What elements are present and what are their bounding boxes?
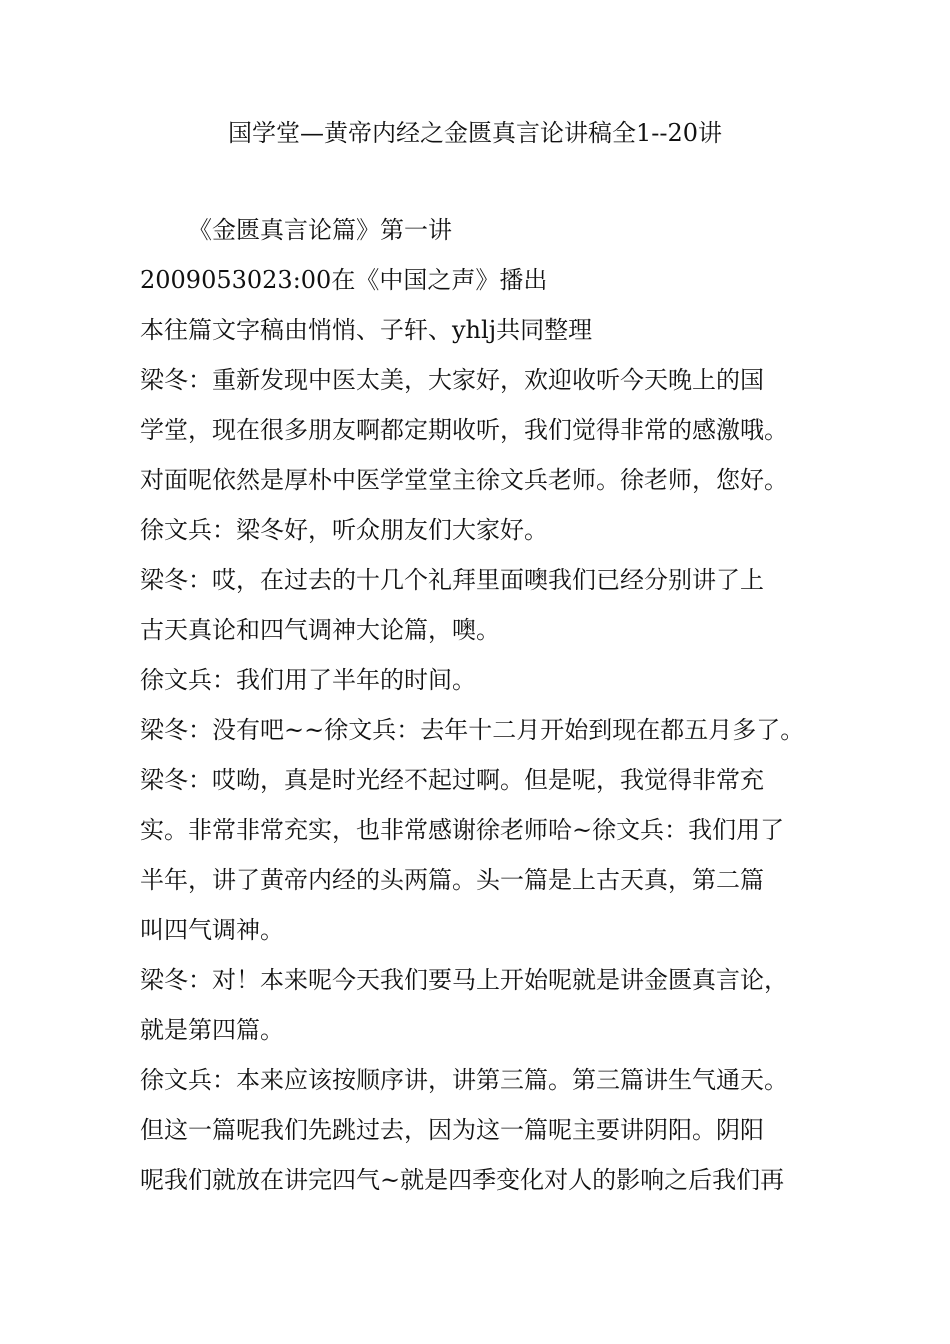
text-line: 实。非常非常充实，也非常感谢徐老师哈~徐文兵：我们用了 bbox=[140, 816, 785, 844]
document-title: 国学堂—黄帝内经之金匮真言论讲稿全1--20讲 bbox=[227, 119, 723, 147]
text-line: 梁冬：重新发现中医太美，大家好，欢迎收听今天晚上的国 bbox=[140, 366, 764, 394]
credits-line: 本往篇文字稿由悄悄、子轩、yhlj共同整理 bbox=[140, 316, 593, 344]
text-line: 徐文兵：我们用了半年的时间。 bbox=[140, 666, 476, 694]
broadcast-info: 2009053023:00在《中国之声》播出 bbox=[140, 266, 548, 294]
text-line: 古天真论和四气调神大论篇，噢。 bbox=[140, 616, 500, 644]
text-line: 梁冬：对！本来呢今天我们要马上开始呢就是讲金匮真言论， bbox=[140, 966, 788, 994]
text-line: 叫四气调神。 bbox=[140, 916, 284, 944]
text-line: 就是第四篇。 bbox=[140, 1016, 284, 1044]
text-line: 徐文兵：本来应该按顺序讲，讲第三篇。第三篇讲生气通天。 bbox=[140, 1066, 788, 1094]
text-line: 呢我们就放在讲完四气~就是四季变化对人的影响之后我们再 bbox=[140, 1166, 785, 1194]
text-line: 半年，讲了黄帝内经的头两篇。头一篇是上古天真，第二篇 bbox=[140, 866, 764, 894]
section-heading: 《金匮真言论篇》第一讲 bbox=[188, 216, 452, 244]
text-line: 对面呢依然是厚朴中医学堂堂主徐文兵老师。徐老师，您好。 bbox=[140, 466, 788, 494]
text-line: 梁冬：哎，在过去的十几个礼拜里面噢我们已经分别讲了上 bbox=[140, 566, 764, 594]
document-body bbox=[140, 205, 820, 1205]
text-line: 梁冬：哎呦，真是时光经不起过啊。但是呢，我觉得非常充 bbox=[140, 766, 764, 794]
text-line: 但这一篇呢我们先跳过去，因为这一篇呢主要讲阴阳。阴阳 bbox=[140, 1116, 764, 1144]
text-line: 学堂，现在很多朋友啊都定期收听，我们觉得非常的感激哦。 bbox=[140, 416, 788, 444]
text-line: 徐文兵：梁冬好，听众朋友们大家好。 bbox=[140, 516, 548, 544]
text-line: 梁冬：没有吧~~徐文兵：去年十二月开始到现在都五月多了。 bbox=[140, 716, 805, 744]
